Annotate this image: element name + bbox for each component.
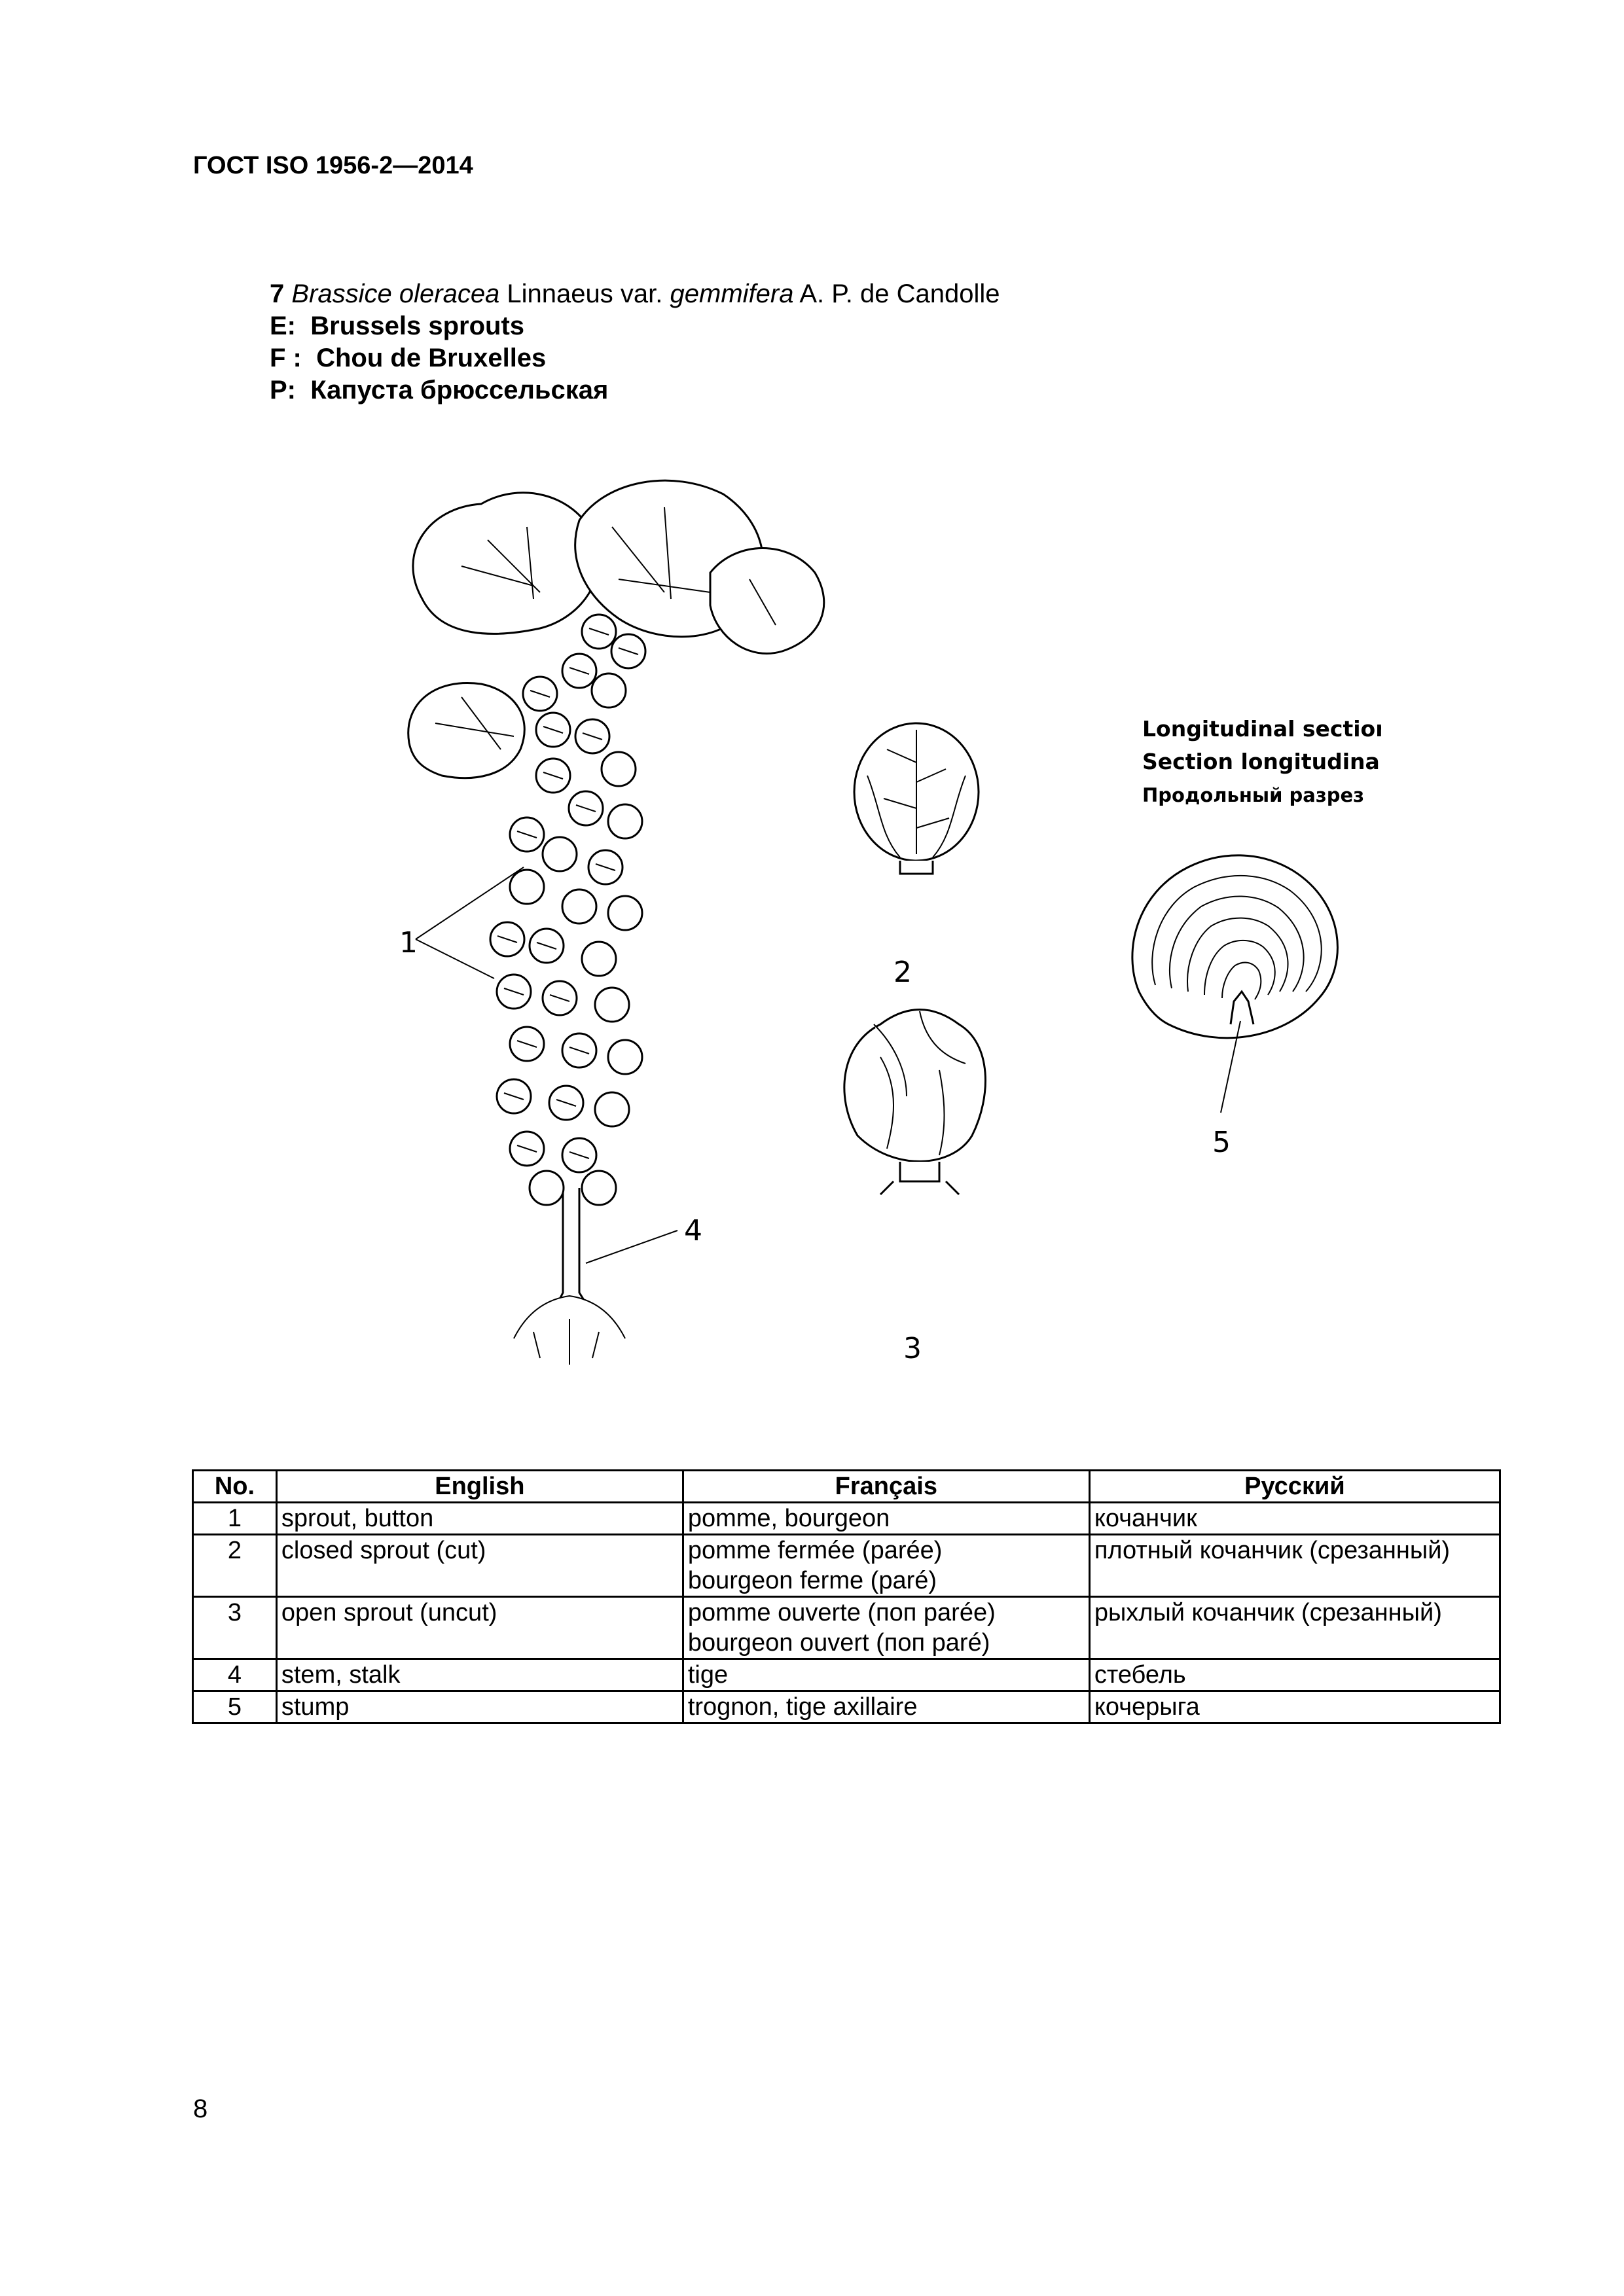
table-header-row [193, 1471, 1500, 1503]
common-name: Капуста брюссельская [310, 376, 609, 404]
header-russian: Русский [1089, 1471, 1500, 1503]
cell-french-line: tige [687, 1661, 729, 1689]
species-number: 7 [270, 279, 285, 308]
section-label-fr: Section longitudinale [1142, 749, 1381, 774]
cell-no: 1 [193, 1503, 277, 1535]
callout-1-label: 1 [399, 926, 418, 960]
species-genus: Brassice oleracea [291, 279, 500, 308]
common-name-russian [270, 374, 1000, 406]
species-author-2: A. P. de Candolle [793, 279, 1000, 308]
page-header-standard: ГОСТ ISO 1956-2—2014 [193, 152, 473, 179]
callout-3-label: 3 [903, 1332, 922, 1365]
lang-code: E: [270, 312, 296, 340]
cell-russian: кочерыга [1089, 1691, 1500, 1723]
common-name-french [270, 342, 1000, 374]
callout-5-label: 5 [1212, 1126, 1231, 1159]
cell-french [683, 1597, 1089, 1659]
cell-english: sprout, button [276, 1503, 683, 1535]
cell-french-line: bourgeon ferme (paré) [687, 1567, 937, 1594]
header-no: No. [193, 1471, 277, 1503]
cell-english: open sprout (uncut) [276, 1597, 683, 1659]
table-row [193, 1691, 1500, 1723]
cell-french-line: bourgeon ouvert (поп paré) [687, 1629, 990, 1657]
species-title [270, 278, 1000, 310]
cell-french-line: pomme ouverte (поп parée) [687, 1599, 996, 1626]
common-name-english [270, 310, 1000, 342]
closed-sprout-drawing [854, 723, 979, 874]
header-english: English [276, 1471, 683, 1503]
table-row [193, 1503, 1500, 1535]
species-block [270, 278, 1000, 406]
callout-4-label: 4 [684, 1214, 702, 1247]
cell-french-line: pomme fermée (parée) [687, 1537, 943, 1564]
common-name: Brussels sprouts [310, 312, 525, 340]
stem-drawing [514, 1188, 677, 1365]
table-row [193, 1659, 1500, 1691]
table-row [193, 1535, 1500, 1597]
cell-french-line: pomme, bourgeon [687, 1505, 890, 1532]
lang-code: P: [270, 376, 296, 404]
cell-no: 4 [193, 1659, 277, 1691]
section-label-ru: Продольный разрез [1142, 784, 1365, 806]
cell-french [683, 1503, 1089, 1535]
open-sprout-drawing [844, 1010, 986, 1195]
cell-russian: рыхлый кочанчик (срезанный) [1089, 1597, 1500, 1659]
common-name: Chou de Bruxelles [316, 344, 547, 372]
cell-french-line: trognon, tige axillaire [687, 1693, 918, 1721]
section-label-en: Longitudinal section [1142, 716, 1381, 742]
cell-french [683, 1659, 1089, 1691]
species-author-1: Linnaeus var. [499, 279, 670, 308]
brussels-sprout-illustration [383, 468, 1381, 1384]
cell-french [683, 1535, 1089, 1597]
cell-english: closed sprout (cut) [276, 1535, 683, 1597]
illustration-svg [383, 468, 1381, 1384]
page-number: 8 [193, 2094, 208, 2123]
cell-no: 5 [193, 1691, 277, 1723]
table-row [193, 1597, 1500, 1659]
cell-russian: плотный кочанчик (срезанный) [1089, 1535, 1500, 1597]
cell-no: 2 [193, 1535, 277, 1597]
cell-english: stem, stalk [276, 1659, 683, 1691]
lang-code: F : [270, 344, 302, 372]
callout-2-label: 2 [893, 956, 912, 989]
cell-no: 3 [193, 1597, 277, 1659]
header-french: Français [683, 1471, 1089, 1503]
species-variety: gemmifera [670, 279, 794, 308]
cell-french [683, 1691, 1089, 1723]
cell-russian: стебель [1089, 1659, 1500, 1691]
longitudinal-section-drawing [1132, 855, 1338, 1113]
terms-table [192, 1469, 1501, 1724]
cell-russian: кочанчик [1089, 1503, 1500, 1535]
cell-english: stump [276, 1691, 683, 1723]
